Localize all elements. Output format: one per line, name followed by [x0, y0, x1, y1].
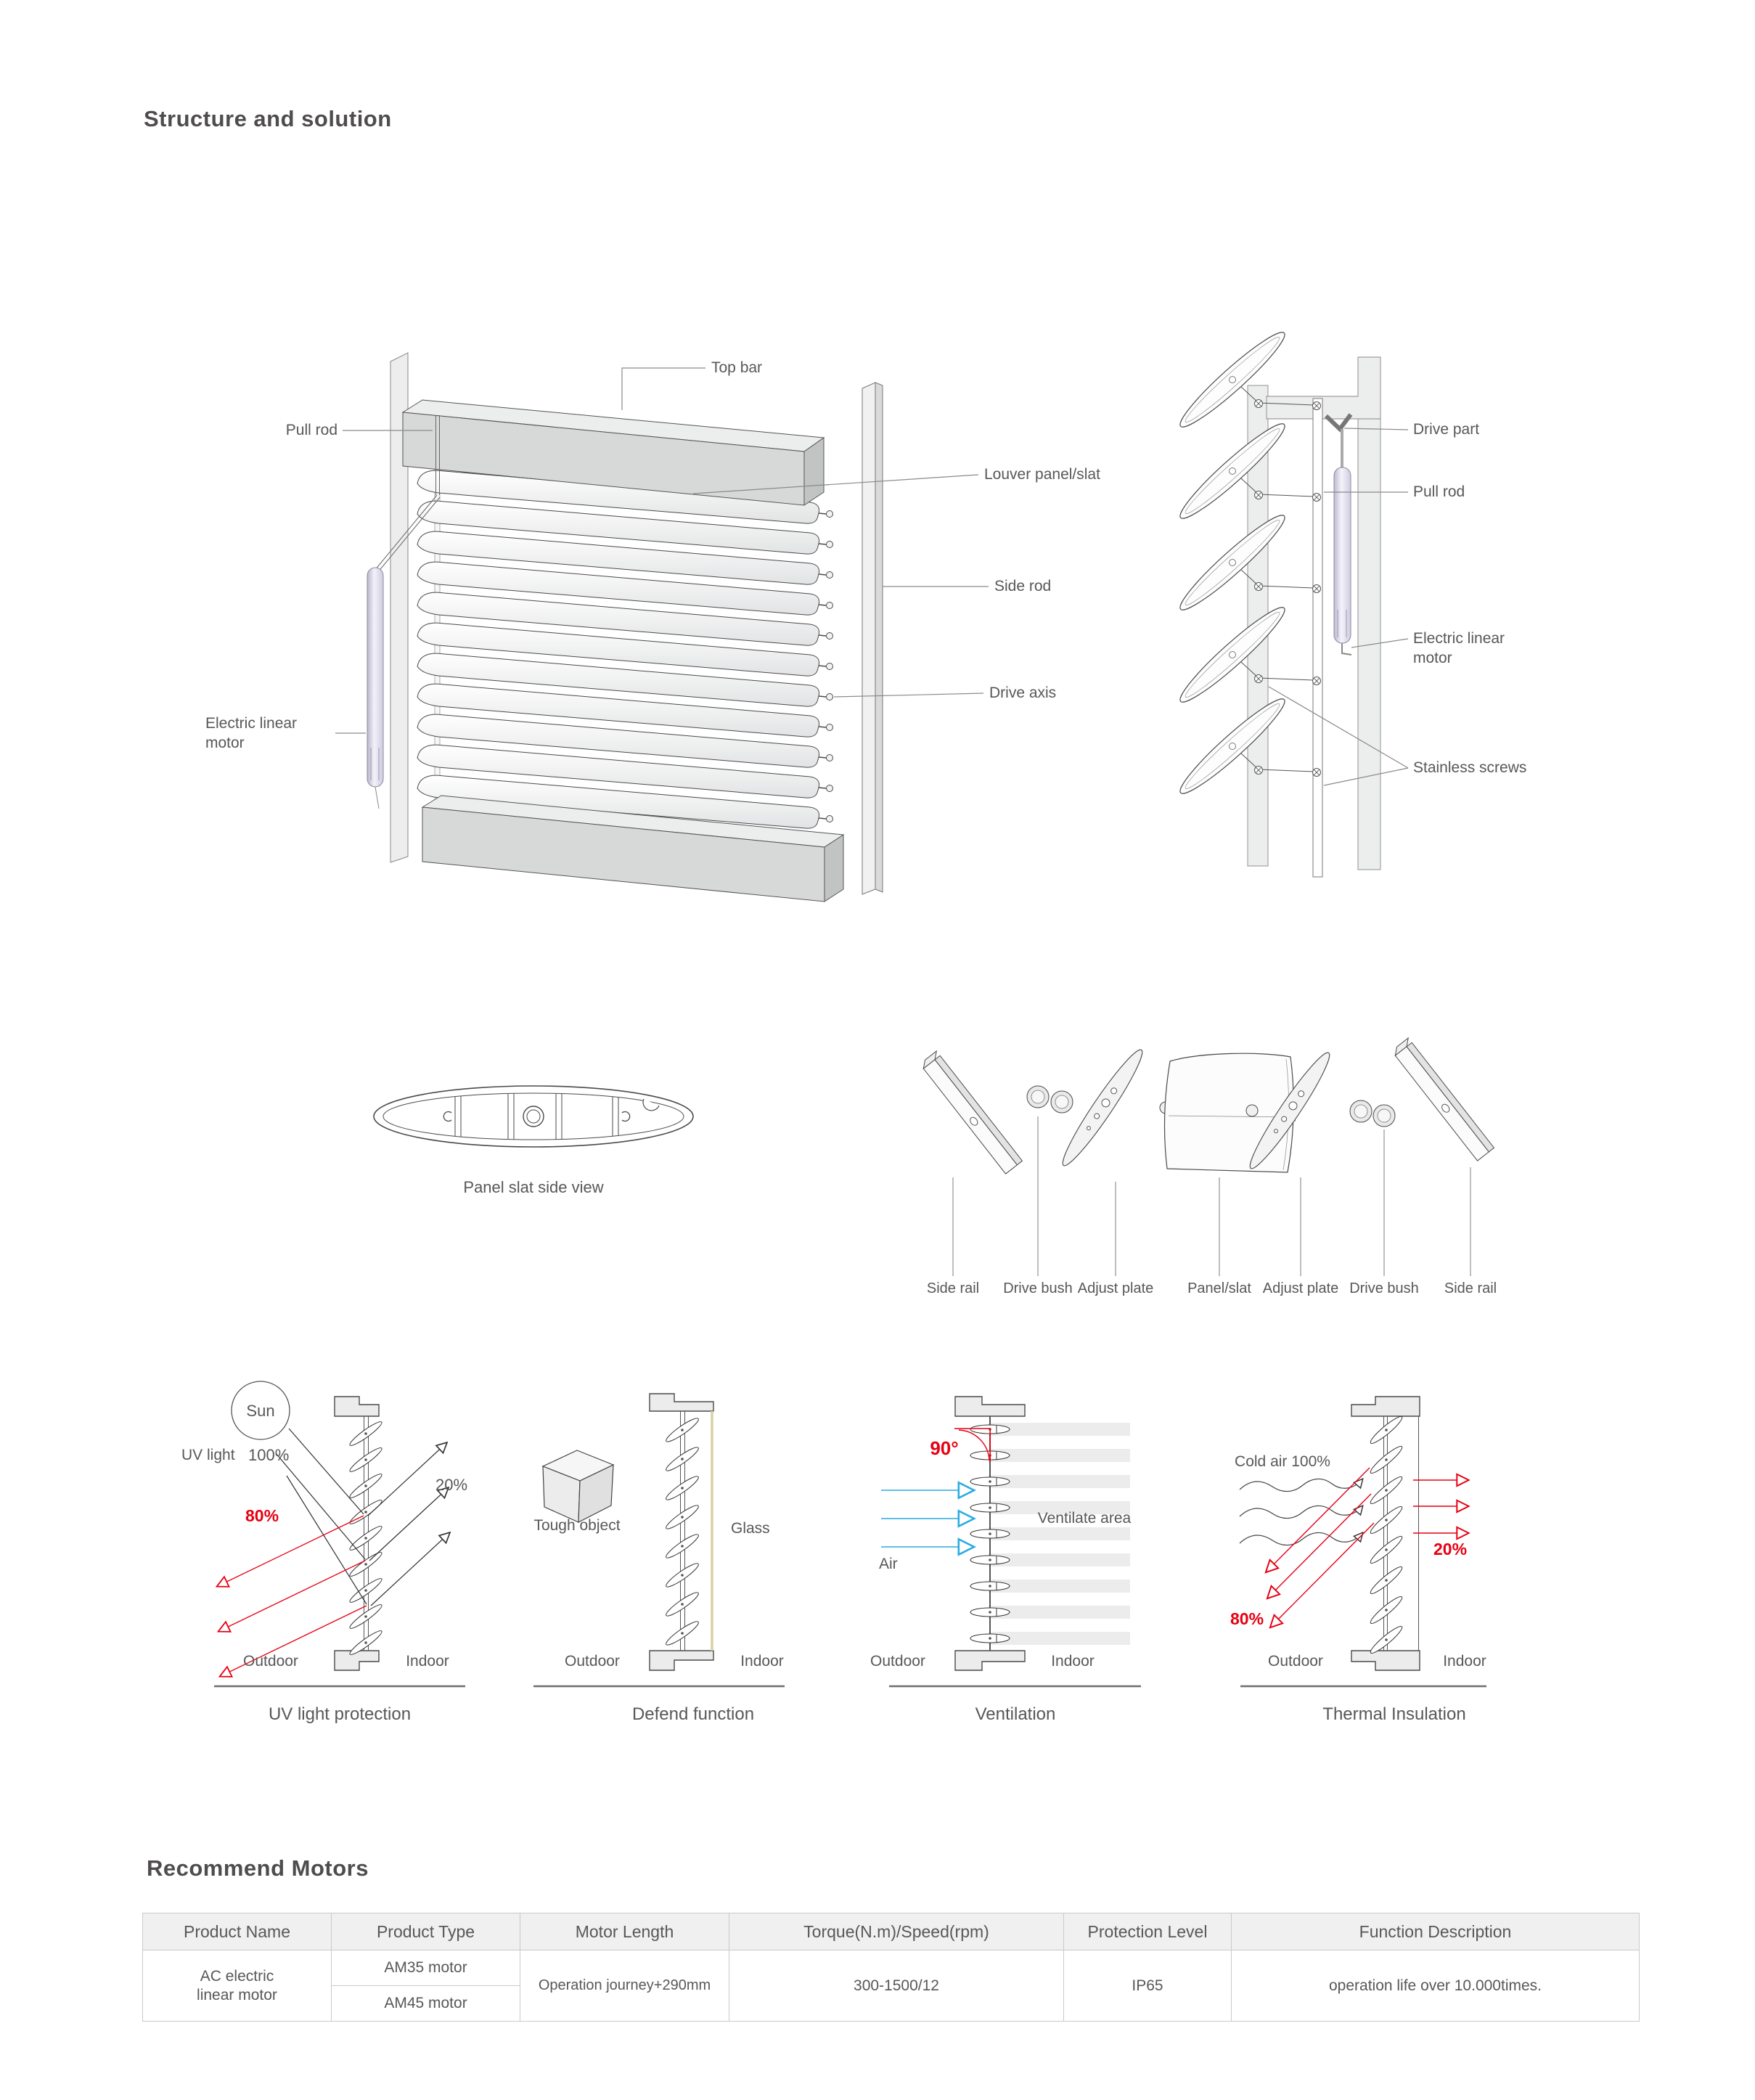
defend-function-panel — [519, 1372, 867, 1749]
panel-slat-shape — [1165, 1053, 1296, 1172]
slats — [1368, 1414, 1404, 1656]
label-motor: Electric linear motor — [1413, 630, 1505, 666]
pull-rod-strip — [1313, 399, 1322, 877]
axis-pin-right — [1246, 1105, 1258, 1116]
col-function: Function Description — [1232, 1913, 1640, 1950]
side-view-art — [1161, 312, 1742, 893]
label-indoor: Indoor — [1443, 1653, 1486, 1670]
label-90deg: 90° — [930, 1437, 959, 1459]
label-cold-air: Cold air 100% — [1235, 1453, 1330, 1470]
front-louver-diagram — [181, 312, 1169, 944]
label-motor: Electric linear motor — [205, 715, 298, 751]
label-panel-slat: Panel/slat — [1187, 1280, 1251, 1296]
label-outdoor: Outdoor — [565, 1653, 620, 1670]
label-ventilate-area: Ventilate area — [1037, 1510, 1132, 1527]
cell-torque: 300-1500/12 — [729, 1950, 1064, 2022]
label-drive-axis: Drive axis — [989, 685, 1057, 701]
label-sun: Sun — [246, 1402, 275, 1420]
label-adjust-plate-l: Adjust plate — [1077, 1280, 1154, 1296]
air-arrows — [881, 1490, 973, 1547]
cell-motor-length: Operation journey+290mm — [520, 1950, 729, 2022]
ventilation-panel — [846, 1372, 1208, 1749]
drive-bush-left-a — [1027, 1086, 1049, 1108]
label-outdoor: Outdoor — [870, 1653, 925, 1670]
louver-slats — [417, 470, 833, 828]
slat-view-caption: Panel slat side view — [463, 1178, 604, 1196]
caption-ventilation: Ventilation — [975, 1704, 1056, 1724]
top-bracket — [1267, 357, 1380, 419]
label-adjust-plate-r: Adjust plate — [1262, 1280, 1339, 1296]
label-80pct: 80% — [245, 1506, 279, 1525]
bottom-bracket — [650, 1651, 713, 1670]
drive-bush-right-b — [1373, 1105, 1395, 1127]
label-indoor: Indoor — [406, 1653, 449, 1670]
slats — [348, 1419, 384, 1657]
top-bracket — [650, 1394, 713, 1411]
col-product-type: Product Type — [332, 1913, 520, 1950]
top-bracket — [955, 1397, 1025, 1416]
label-air: Air — [879, 1556, 898, 1572]
cell-type-am35: AM35 motor — [332, 1950, 520, 1986]
drive-bush-right-a — [1350, 1100, 1372, 1122]
label-stainless-screws: Stainless screws — [1413, 759, 1527, 776]
label-indoor: Indoor — [1051, 1653, 1095, 1670]
caption-uv: UV light protection — [268, 1704, 412, 1724]
uv-protection-panel — [167, 1372, 515, 1749]
label-20pct: 20% — [1433, 1540, 1468, 1558]
col-product-name: Product Name — [143, 1913, 332, 1950]
label-pull-rod: Pull rod — [285, 422, 338, 438]
uv-rays-in — [276, 1429, 367, 1604]
motors-table — [142, 1913, 1640, 2022]
electric-motor-shape — [367, 568, 383, 809]
caption-thermal: Thermal Insulation — [1322, 1704, 1466, 1724]
label-indoor: Indoor — [740, 1653, 784, 1670]
label-louver-panel: Louver panel/slat — [984, 466, 1100, 483]
label-pull-rod: Pull rod — [1413, 483, 1465, 500]
ventilation-art — [846, 1372, 1208, 1749]
label-20pct: 20% — [435, 1476, 468, 1494]
cell-function: operation life over 10.000times. — [1232, 1950, 1640, 2022]
defend-art — [519, 1372, 867, 1749]
col-protection: Protection Level — [1064, 1913, 1232, 1950]
slat-side-view-diagram — [319, 1038, 784, 1343]
label-drive-part: Drive part — [1413, 421, 1480, 438]
label-outdoor: Outdoor — [243, 1653, 298, 1670]
slats — [664, 1415, 701, 1648]
exploded-art — [856, 987, 1582, 1321]
motors-table-wrap — [142, 1913, 1640, 2022]
label-outdoor: Outdoor — [1268, 1653, 1323, 1670]
side-rail-left — [920, 1051, 1022, 1174]
cold-air-waves — [1240, 1479, 1362, 1545]
page-title: Structure and solution — [144, 106, 392, 131]
table-row — [143, 1950, 1640, 1986]
bottom-bracket — [335, 1651, 379, 1670]
table-header-row — [143, 1913, 1640, 1950]
label-uv-light: UV light — [181, 1447, 235, 1463]
reflected-arrows — [1267, 1468, 1374, 1627]
top-bracket — [335, 1397, 379, 1416]
label-top-bar: Top bar — [711, 359, 763, 376]
label-drive-bush-r: Drive bush — [1349, 1280, 1419, 1296]
electric-motor-shape — [1334, 429, 1351, 655]
tough-object-icon — [543, 1450, 613, 1522]
col-torque: Torque(N.m)/Speed(rpm) — [729, 1913, 1064, 1950]
thermal-insulation-panel — [1208, 1372, 1571, 1749]
front-louver-art — [181, 312, 1169, 944]
label-side-rod: Side rod — [994, 578, 1052, 595]
side-rod-shape — [862, 383, 883, 894]
bottom-bracket — [955, 1651, 1025, 1670]
cell-type-am45: AM45 motor — [332, 1986, 520, 2022]
bottom-bracket — [1351, 1651, 1420, 1670]
wall-strip-right — [1358, 357, 1380, 870]
label-80pct: 80% — [1230, 1609, 1264, 1628]
uv-art — [167, 1372, 515, 1749]
label-100pct: 100% — [248, 1446, 290, 1464]
transmitted-arrows — [1413, 1480, 1468, 1533]
slat-profile — [374, 1086, 693, 1147]
cell-protection: IP65 — [1064, 1950, 1232, 2022]
thermal-art — [1208, 1372, 1571, 1749]
cell-product-name: AC electric linear motor — [143, 1950, 332, 2022]
top-bracket — [1351, 1397, 1420, 1416]
label-glass: Glass — [731, 1520, 770, 1537]
exploded-view-diagram — [856, 987, 1582, 1321]
label-tough-object: Tough object — [533, 1517, 621, 1534]
col-motor-length: Motor Length — [520, 1913, 729, 1950]
caption-defend: Defend function — [631, 1704, 755, 1724]
label-side-rail-r: Side rail — [1444, 1280, 1497, 1296]
label-drive-bush-l: Drive bush — [1003, 1280, 1073, 1296]
motors-heading: Recommend Motors — [147, 1855, 369, 1881]
label-side-rail-l: Side rail — [926, 1280, 980, 1296]
drive-bush-left-b — [1051, 1091, 1073, 1113]
side-view-diagram — [1161, 312, 1742, 893]
side-rail-right — [1391, 1038, 1494, 1161]
